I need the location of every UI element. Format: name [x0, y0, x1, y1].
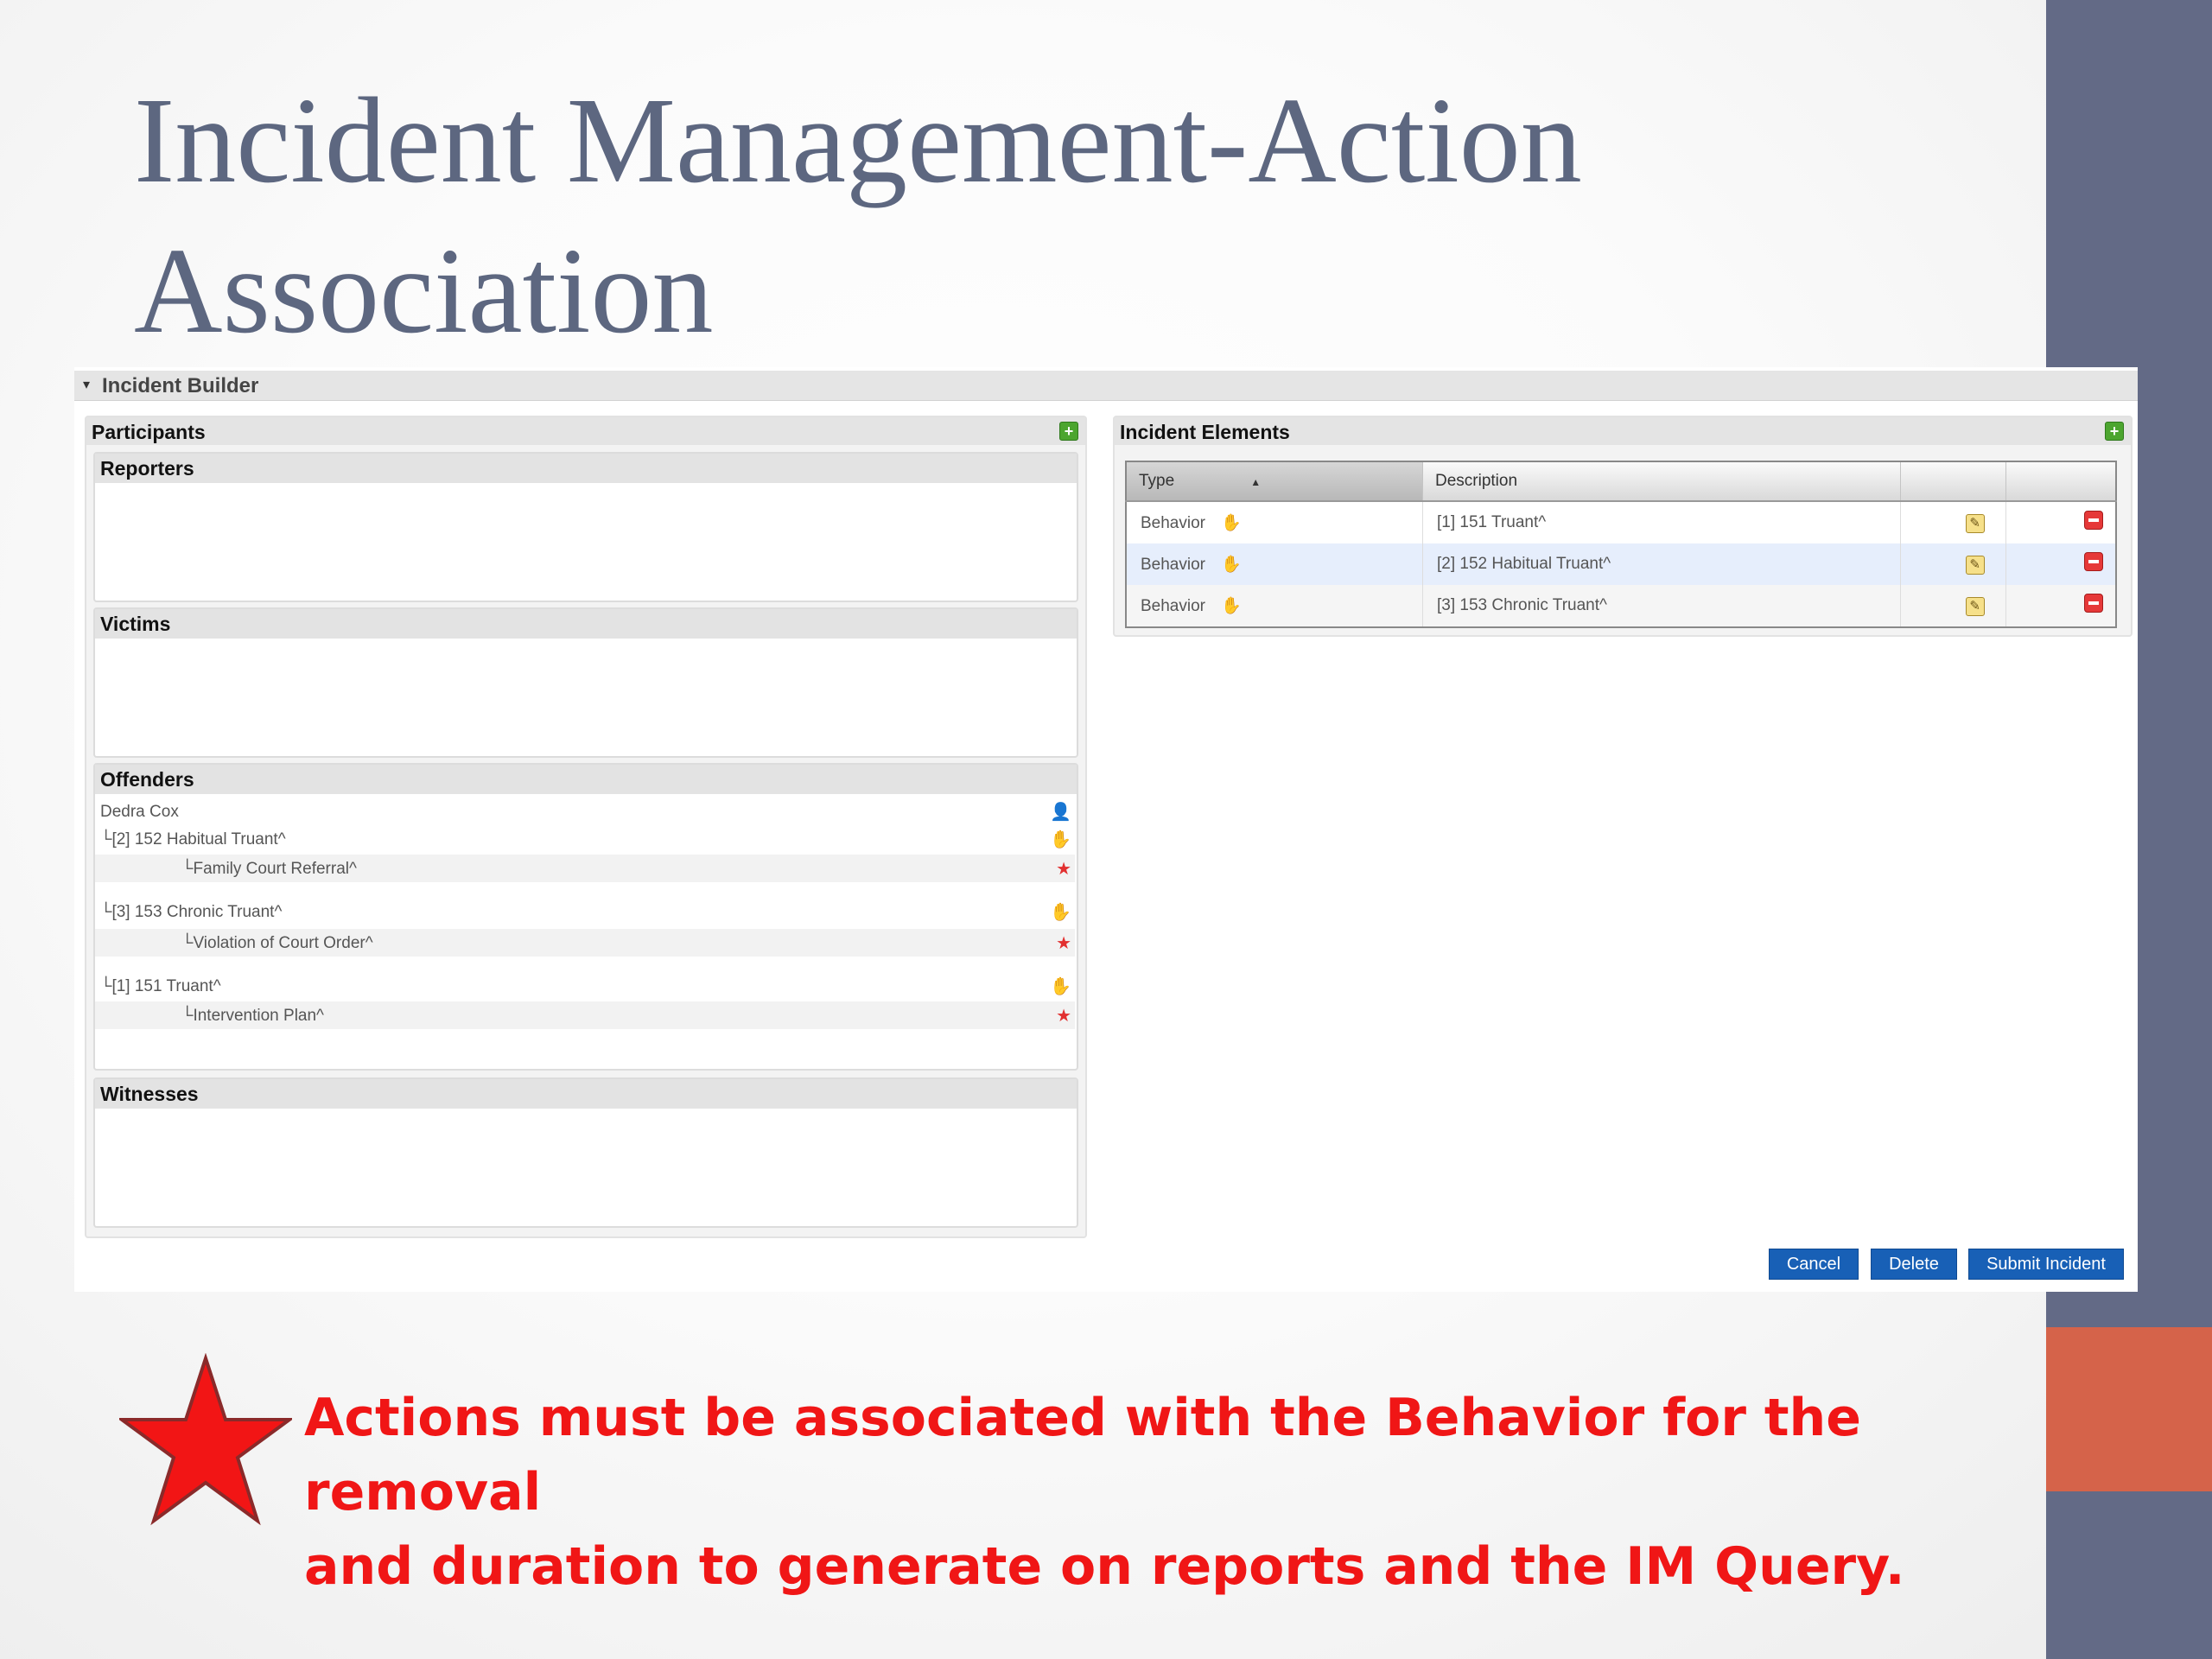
description-column-label: Description [1435, 472, 1518, 490]
star-icon[interactable]: ★ [1056, 860, 1071, 879]
star-icon [119, 1353, 292, 1526]
collapse-caret-icon[interactable]: ▾ [83, 378, 91, 392]
offender-behavior-row[interactable] [95, 825, 1075, 853]
edit-column-header [1900, 461, 2005, 501]
star-icon[interactable]: ★ [1056, 934, 1071, 953]
offender-action-row[interactable] [95, 855, 1075, 882]
element-description: [1] 151 Truant^ [1423, 501, 1901, 543]
hand-icon[interactable]: ✋ [1050, 903, 1071, 922]
hand-icon: ✋ [1221, 597, 1242, 615]
add-element-icon[interactable]: + [2105, 422, 2124, 441]
offender-behavior-row[interactable] [95, 972, 1075, 1000]
element-type: Behavior [1141, 597, 1205, 615]
action-label: └Intervention Plan^ [181, 1007, 324, 1025]
remove-icon[interactable] [2084, 511, 2103, 530]
incident-elements-panel [1113, 416, 2133, 637]
slide-title: Incident Management-Action Association [134, 72, 1582, 359]
incident-builder-title: Incident Builder [102, 374, 259, 397]
offender-name: Dedra Cox [100, 803, 179, 821]
edit-icon[interactable]: ✎ [1966, 514, 1985, 533]
participants-header [86, 417, 1085, 445]
element-type: Behavior [1141, 556, 1205, 574]
person-icon[interactable]: 👤 [1050, 803, 1071, 822]
incident-builder-screenshot [74, 367, 2138, 1292]
type-column-header[interactable] [1126, 461, 1423, 501]
incident-builder-header[interactable] [74, 371, 2138, 401]
edit-icon[interactable]: ✎ [1966, 597, 1985, 616]
remove-icon[interactable] [2084, 552, 2103, 571]
element-description: [3] 153 Chronic Truant^ [1423, 585, 1901, 627]
offenders-section [93, 763, 1078, 1071]
participants-title: Participants [92, 421, 206, 443]
behavior-label: └[2] 152 Habitual Truant^ [100, 830, 286, 849]
behavior-label: └[3] 153 Chronic Truant^ [100, 903, 283, 921]
incident-elements-table [1125, 461, 2117, 628]
hand-icon: ✋ [1221, 514, 1242, 532]
delete-button[interactable]: Delete [1871, 1249, 1957, 1280]
slide-note-line-2: and duration to generate on reports and the IM Query. [304, 1536, 1905, 1597]
hand-icon[interactable]: ✋ [1050, 977, 1071, 996]
incident-elements-header [1115, 417, 2131, 445]
victims-title: Victims [100, 613, 171, 635]
submit-incident-button[interactable]: Submit Incident [1968, 1249, 2124, 1280]
slide-sidebar-accent [2046, 1327, 2212, 1491]
element-description: [2] 152 Habitual Truant^ [1423, 543, 1901, 585]
remove-icon[interactable] [2084, 594, 2103, 613]
witnesses-title: Witnesses [100, 1083, 199, 1105]
table-row[interactable] [1126, 543, 2116, 585]
hand-icon: ✋ [1221, 556, 1242, 574]
add-participant-icon[interactable]: + [1059, 422, 1078, 441]
sort-ascending-icon: ▲ [1250, 476, 1262, 488]
behavior-label: └[1] 151 Truant^ [100, 977, 221, 995]
offender-row[interactable] [95, 798, 1075, 825]
star-icon[interactable]: ★ [1056, 1007, 1071, 1026]
slide-note [304, 1381, 2024, 1604]
offender-action-row[interactable] [95, 929, 1075, 957]
participants-panel [85, 416, 1087, 1238]
delete-column-header [2005, 461, 2116, 501]
victims-section [93, 607, 1078, 758]
reporters-title: Reporters [100, 457, 194, 480]
table-row[interactable] [1126, 501, 2116, 543]
action-label: └Family Court Referral^ [181, 860, 357, 878]
slide-note-line-1: Actions must be associated with the Behavior for the removal [304, 1388, 1861, 1522]
action-label: └Violation of Court Order^ [181, 934, 373, 952]
reporters-section [93, 452, 1078, 602]
witnesses-section [93, 1077, 1078, 1228]
incident-elements-title: Incident Elements [1120, 421, 1290, 443]
offender-action-row[interactable] [95, 1001, 1075, 1029]
offender-behavior-row[interactable] [95, 898, 1075, 925]
type-column-label: Type [1139, 472, 1175, 490]
cancel-button[interactable]: Cancel [1769, 1249, 1859, 1280]
element-type: Behavior [1141, 514, 1205, 532]
hand-icon[interactable]: ✋ [1050, 830, 1071, 849]
table-row[interactable] [1126, 585, 2116, 627]
edit-icon[interactable]: ✎ [1966, 556, 1985, 575]
description-column-header[interactable] [1423, 461, 1901, 501]
offenders-title: Offenders [100, 768, 194, 791]
